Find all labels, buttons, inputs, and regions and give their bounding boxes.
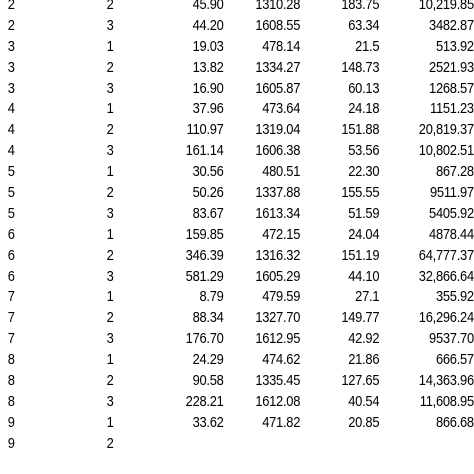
cell: 3 bbox=[106, 79, 114, 97]
cell: 3 bbox=[106, 16, 114, 34]
cell: 20.85 bbox=[348, 413, 380, 431]
cell: 3 bbox=[106, 142, 114, 160]
cell: 16.90 bbox=[192, 79, 224, 97]
cell: 8 bbox=[7, 351, 15, 369]
cell: 151.88 bbox=[341, 121, 380, 139]
cell: 2 bbox=[106, 309, 114, 327]
cell: 472.15 bbox=[262, 225, 301, 243]
cell: 9 bbox=[7, 413, 15, 431]
cell: 2 bbox=[106, 58, 114, 76]
cell: 64,777.37 bbox=[418, 246, 474, 264]
cell: 666.57 bbox=[435, 351, 474, 369]
table-row bbox=[0, 141, 474, 162]
cell: 5405.92 bbox=[429, 204, 474, 222]
table-row bbox=[0, 16, 474, 37]
cell: 6 bbox=[7, 225, 15, 243]
cell: 2 bbox=[106, 121, 114, 139]
table-row bbox=[0, 413, 474, 434]
cell: 473.64 bbox=[262, 100, 301, 118]
cell: 183.75 bbox=[341, 0, 380, 13]
cell: 2 bbox=[106, 372, 114, 390]
cell: 4 bbox=[7, 100, 15, 118]
cell: 8 bbox=[7, 372, 15, 390]
cell: 5 bbox=[7, 184, 15, 202]
cell: 2 bbox=[106, 434, 114, 452]
cell: 7 bbox=[7, 309, 15, 327]
cell: 3 bbox=[106, 267, 114, 285]
cell: 40.54 bbox=[348, 392, 380, 410]
cell: 149.77 bbox=[341, 309, 380, 327]
cell: 1 bbox=[106, 351, 114, 369]
cell: 33.62 bbox=[192, 413, 224, 431]
cell: 13.82 bbox=[192, 58, 224, 76]
cell: 14,363.96 bbox=[418, 372, 474, 390]
table-row bbox=[0, 329, 474, 350]
cell: 1151.23 bbox=[429, 100, 474, 118]
cell: 63.34 bbox=[348, 16, 380, 34]
cell: 228.21 bbox=[185, 392, 224, 410]
cell: 161.14 bbox=[185, 142, 224, 160]
cell: 7 bbox=[7, 330, 15, 348]
cell: 3 bbox=[106, 204, 114, 222]
table-row bbox=[0, 162, 474, 183]
cell: 3 bbox=[7, 79, 15, 97]
table-row bbox=[0, 79, 474, 100]
cell: 1 bbox=[106, 413, 114, 431]
cell: 11,608.95 bbox=[419, 392, 474, 410]
cell: 8.79 bbox=[199, 288, 224, 306]
cell: 24.04 bbox=[348, 225, 380, 243]
cell: 50.26 bbox=[192, 184, 224, 202]
cell: 24.18 bbox=[348, 100, 380, 118]
cell: 88.34 bbox=[192, 309, 224, 327]
cell: 474.62 bbox=[262, 351, 301, 369]
cell: 27.1 bbox=[355, 288, 380, 306]
cell: 10,219.85 bbox=[418, 0, 474, 13]
cell: 4 bbox=[7, 142, 15, 160]
cell: 1605.29 bbox=[255, 267, 301, 285]
cell: 4 bbox=[7, 121, 15, 139]
cell: 53.56 bbox=[348, 142, 380, 160]
table-row bbox=[0, 0, 474, 16]
cell: 2 bbox=[106, 246, 114, 264]
cell: 45.90 bbox=[192, 0, 224, 13]
cell: 2 bbox=[7, 0, 15, 13]
table-row bbox=[0, 225, 474, 246]
cell: 22.30 bbox=[348, 163, 380, 181]
table-row bbox=[0, 58, 474, 79]
cell: 24.29 bbox=[192, 351, 224, 369]
cell: 1337.88 bbox=[255, 184, 301, 202]
cell: 2521.93 bbox=[429, 58, 474, 76]
cell: 4878.44 bbox=[429, 225, 474, 243]
cell: 5 bbox=[7, 163, 15, 181]
cell: 159.85 bbox=[185, 225, 224, 243]
table-row bbox=[0, 434, 474, 455]
cell: 1605.87 bbox=[255, 79, 301, 97]
cell: 110.97 bbox=[186, 121, 224, 139]
cell: 1335.45 bbox=[255, 372, 301, 390]
cell: 148.73 bbox=[341, 58, 380, 76]
cell: 51.59 bbox=[348, 204, 380, 222]
cell: 471.82 bbox=[262, 413, 301, 431]
cell: 6 bbox=[7, 267, 15, 285]
cell: 9537.70 bbox=[429, 330, 474, 348]
cell: 32,866.64 bbox=[418, 267, 474, 285]
cell: 2 bbox=[106, 184, 114, 202]
cell: 1310.28 bbox=[255, 0, 301, 13]
cell: 355.92 bbox=[435, 288, 474, 306]
table-row bbox=[0, 99, 474, 120]
cell: 1334.27 bbox=[255, 58, 301, 76]
cell: 42.92 bbox=[348, 330, 380, 348]
table-row bbox=[0, 287, 474, 308]
cell: 155.55 bbox=[341, 184, 380, 202]
cell: 20,819.37 bbox=[418, 121, 474, 139]
cell: 1 bbox=[106, 225, 114, 243]
cell: 1608.55 bbox=[255, 16, 301, 34]
cell: 1 bbox=[106, 100, 114, 118]
cell: 1612.08 bbox=[255, 392, 301, 410]
cell: 90.58 bbox=[192, 372, 224, 390]
cell: 1 bbox=[106, 37, 114, 55]
cell: 5 bbox=[7, 204, 15, 222]
cell: 10,802.51 bbox=[418, 142, 474, 160]
cell: 37.96 bbox=[192, 100, 224, 118]
cell: 60.13 bbox=[348, 79, 380, 97]
table-row bbox=[0, 37, 474, 58]
cell: 1612.95 bbox=[255, 330, 301, 348]
table-row bbox=[0, 392, 474, 413]
cell: 581.29 bbox=[185, 267, 224, 285]
cell: 866.68 bbox=[435, 413, 474, 431]
cell: 480.51 bbox=[262, 163, 301, 181]
cell: 8 bbox=[7, 392, 15, 410]
cell: 30.56 bbox=[192, 163, 224, 181]
table-row bbox=[0, 204, 474, 225]
cell: 867.28 bbox=[435, 163, 474, 181]
cell: 1 bbox=[106, 163, 114, 181]
cell: 2 bbox=[7, 16, 15, 34]
table-row bbox=[0, 350, 474, 371]
cell: 9 bbox=[7, 434, 15, 452]
table-row bbox=[0, 267, 474, 288]
cell: 3482.87 bbox=[429, 16, 474, 34]
cell: 21.5 bbox=[355, 37, 380, 55]
cell: 1268.57 bbox=[429, 79, 474, 97]
table-row bbox=[0, 183, 474, 204]
cell: 3 bbox=[106, 330, 114, 348]
cell: 3 bbox=[106, 392, 114, 410]
cell: 9511.97 bbox=[429, 184, 474, 202]
cell: 151.19 bbox=[341, 246, 380, 264]
table-row bbox=[0, 308, 474, 329]
cell: 346.39 bbox=[185, 246, 224, 264]
table-row bbox=[0, 371, 474, 392]
cell: 2 bbox=[106, 0, 114, 13]
cell: 1 bbox=[106, 288, 114, 306]
cell: 1606.38 bbox=[255, 142, 301, 160]
cell: 1316.32 bbox=[255, 246, 301, 264]
cell: 83.67 bbox=[192, 204, 224, 222]
cell: 19.03 bbox=[192, 37, 224, 55]
cell: 3 bbox=[7, 58, 15, 76]
cell: 6 bbox=[7, 246, 15, 264]
cell: 1613.34 bbox=[255, 204, 301, 222]
cell: 479.59 bbox=[262, 288, 301, 306]
cell: 44.10 bbox=[348, 267, 380, 285]
cell: 513.92 bbox=[435, 37, 474, 55]
cell: 1319.04 bbox=[255, 121, 301, 139]
cell: 16,296.24 bbox=[418, 309, 474, 327]
cell: 478.14 bbox=[262, 37, 301, 55]
table-row bbox=[0, 120, 474, 141]
cell: 44.20 bbox=[192, 16, 224, 34]
cell: 7 bbox=[7, 288, 15, 306]
cell: 127.65 bbox=[341, 372, 380, 390]
cell: 21.86 bbox=[348, 351, 380, 369]
cell: 1327.70 bbox=[255, 309, 301, 327]
cell: 176.70 bbox=[185, 330, 224, 348]
table-row bbox=[0, 246, 474, 267]
cell: 3 bbox=[7, 37, 15, 55]
